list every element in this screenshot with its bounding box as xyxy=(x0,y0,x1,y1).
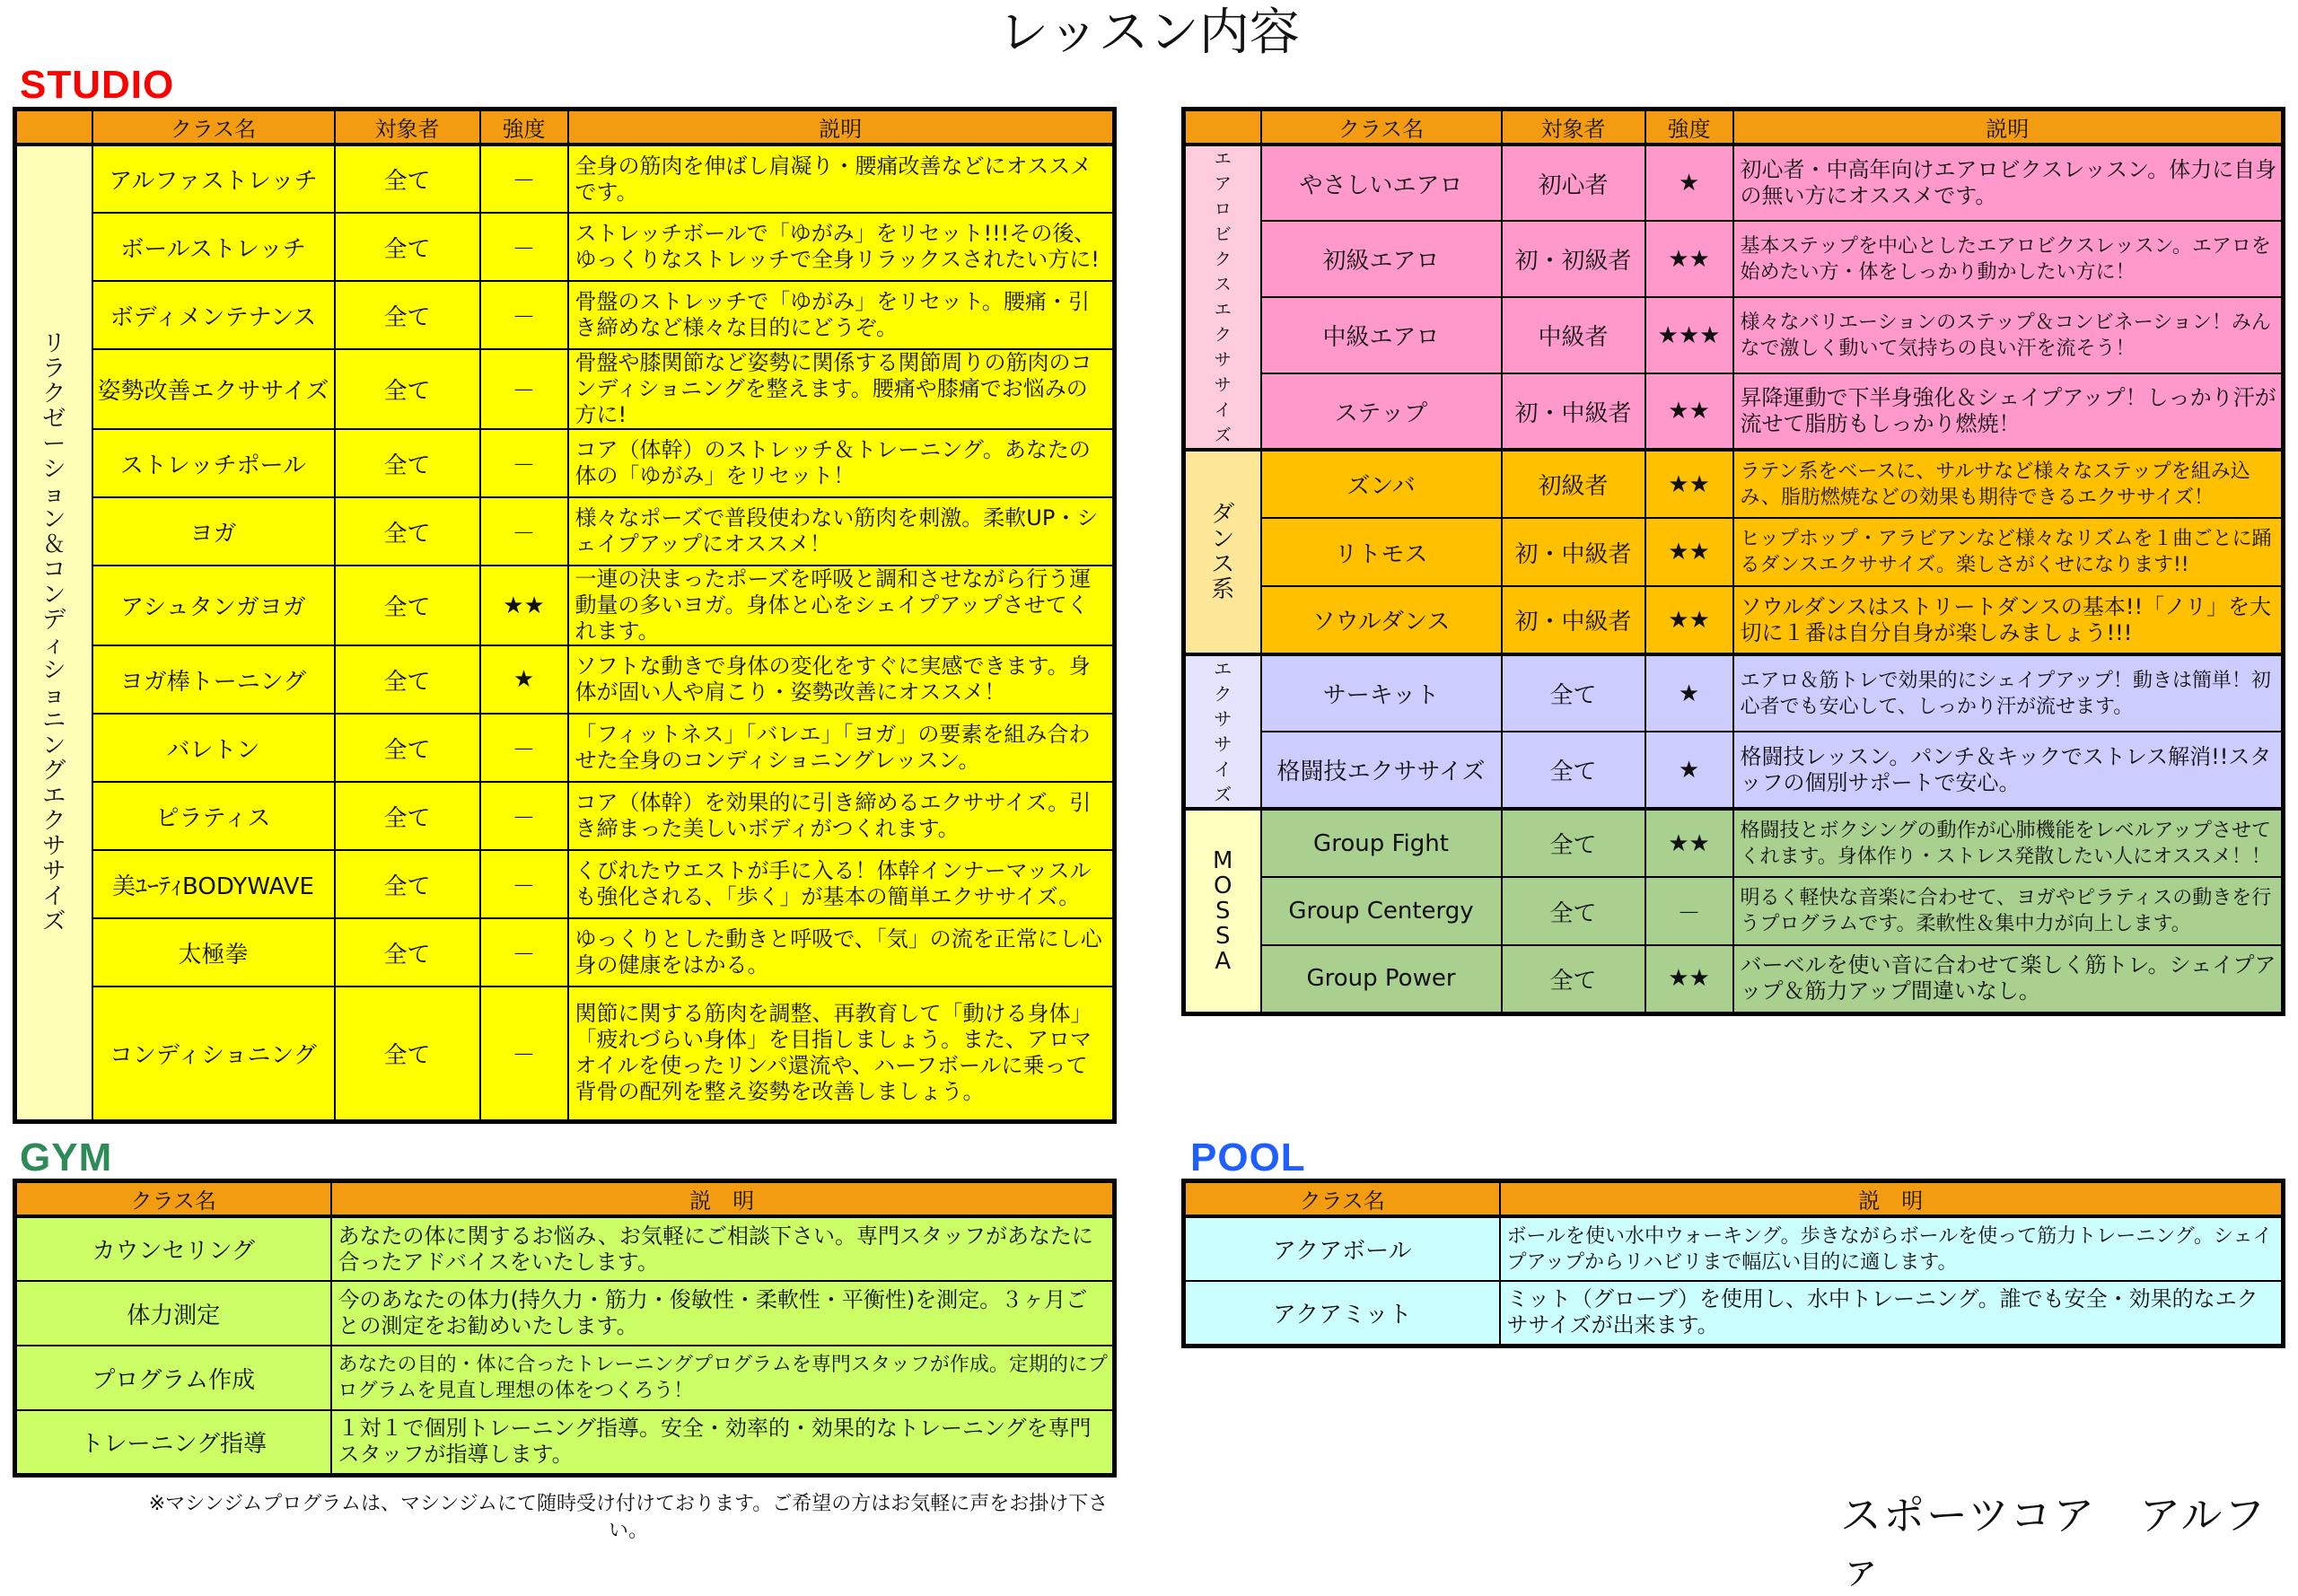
target: 全て xyxy=(335,782,480,850)
description: 様々なポーズで普段使わない筋肉を刺激。柔軟UP・シェイプアップにオススメ！ xyxy=(568,497,1115,566)
level: － xyxy=(480,145,568,213)
description: くびれたウエストが手に入る！体幹インナーマッスルも強化される、「歩く」が基本の簡単エクササイズ。 xyxy=(568,850,1115,918)
level: － xyxy=(480,987,568,1121)
target: 初・中級者 xyxy=(1502,518,1645,586)
table-row xyxy=(1184,945,2284,1013)
class-name: ヨガ棒トーニング xyxy=(92,645,335,714)
class-name: カウンセリング xyxy=(15,1216,331,1281)
class-name: トレーニング指導 xyxy=(15,1410,331,1475)
class-name: 美ﾕｰﾃｨBODYWAVE xyxy=(92,850,335,918)
target: 全て xyxy=(1502,945,1645,1013)
description: 骨盤や膝関節など姿勢に関係する関節周りの筋肉のコンディショニングを整えます。腰痛や膝痛でお悩みの方に! xyxy=(568,349,1115,429)
table-row xyxy=(15,918,1115,987)
description: バーベルを使い音に合わせて楽しく筋トレ。シェイプアップ＆筋力アップ間違いなし。 xyxy=(1733,945,2284,1013)
level: ★★ xyxy=(1645,518,1733,586)
level: － xyxy=(480,349,568,429)
table-row xyxy=(1184,1281,2284,1346)
header-target: 対象者 xyxy=(1502,110,1645,145)
class-name: 格闘技エクササイズ xyxy=(1261,732,1502,809)
class-name: やさしいエアロ xyxy=(1261,145,1502,221)
group-label-text: エアロビクスエクササイズ xyxy=(1214,149,1232,445)
target: 全て xyxy=(335,429,480,497)
target: 初・中級者 xyxy=(1502,586,1645,654)
description: 一連の決まったポーズを呼吸と調和させながら行う運動量の多いヨガ。身体と心をシェイプアップさせてくれます。 xyxy=(568,566,1115,645)
target: 全て xyxy=(335,645,480,714)
class-name: サーキット xyxy=(1261,654,1502,732)
level: ★★ xyxy=(1645,450,1733,518)
description: コア（体幹）のストレッチ＆トレーニング。あなたの体の「ゆがみ」をリセット！ xyxy=(568,429,1115,497)
level: ★★ xyxy=(480,566,568,645)
level: － xyxy=(480,714,568,782)
description: 昇降運動で下半身強化＆シェイプアップ！しっかり汗が流せて脂肪もしっかり燃焼！ xyxy=(1733,373,2284,450)
group-label-text: MOSSA xyxy=(1213,846,1233,975)
level: － xyxy=(480,850,568,918)
group-label-text: リラクゼーション＆コンディショニング エクササイズ xyxy=(42,329,90,935)
target: 全て xyxy=(1502,877,1645,945)
header-blank xyxy=(1184,110,1261,145)
target: 全て xyxy=(335,213,480,281)
class-name: リトモス xyxy=(1261,518,1502,586)
description: 様々なバリエーションのステップ＆コンビネーション！みんなで激しく動いて気持ちの良い汗を流そう！ xyxy=(1733,297,2284,373)
table-row xyxy=(15,281,1115,349)
table-row xyxy=(15,1281,1115,1346)
table-row xyxy=(15,566,1115,645)
level: － xyxy=(480,782,568,850)
studio-body xyxy=(15,145,1115,1121)
level: ★★ xyxy=(1645,945,1733,1013)
table-row xyxy=(15,1216,1115,1281)
table-row xyxy=(15,987,1115,1121)
target: 全て xyxy=(335,145,480,213)
class-name: 体力測定 xyxy=(15,1281,331,1346)
table-row xyxy=(15,714,1115,782)
class-name: アクアミット xyxy=(1184,1281,1500,1346)
header-desc: 説 明 xyxy=(1500,1181,2284,1217)
target: 初心者 xyxy=(1502,145,1645,221)
class-name: アクアボール xyxy=(1184,1216,1500,1281)
table-row xyxy=(1184,732,2284,809)
class-name: ピラティス xyxy=(92,782,335,850)
header-class: クラス名 xyxy=(1184,1181,1500,1217)
table-row xyxy=(15,850,1115,918)
class-name: ステップ xyxy=(1261,373,1502,450)
gym-note: ※マシンジムプログラムは、マシンジムにて随時受け付けております。ご希望の方はお気軽に声をお掛け下さい。 xyxy=(148,1493,1109,1542)
level: ★★★ xyxy=(1645,297,1733,373)
group-label-text: エクササイズ xyxy=(1214,658,1232,805)
class-name: アルファストレッチ xyxy=(92,145,335,213)
pool-label: POOL xyxy=(1190,1136,1306,1179)
target: 全て xyxy=(335,987,480,1121)
class-name: バレトン xyxy=(92,714,335,782)
target: 初・中級者 xyxy=(1502,373,1645,450)
table-row xyxy=(15,497,1115,566)
description: 格闘技とボクシングの動作が心肺機能をレベルアップさせてくれます。身体作り・ストレス発散したい人にオススメ！！ xyxy=(1733,809,2284,877)
level: － xyxy=(480,497,568,566)
class-name: Group Centergy xyxy=(1261,877,1502,945)
header-desc: 説明 xyxy=(1733,110,2284,145)
table-row xyxy=(1184,373,2284,450)
level: － xyxy=(480,918,568,987)
description: ミット（グローブ）を使用し、水中トレーニング。誰でも安全・効果的なエクササイズが出来ます。 xyxy=(1500,1281,2284,1346)
class-name: 初級エアロ xyxy=(1261,221,1502,297)
studio-right-table xyxy=(1181,107,2285,1016)
target: 初・初級者 xyxy=(1502,221,1645,297)
target: 全て xyxy=(1502,809,1645,877)
table-row xyxy=(1184,221,2284,297)
studio-table xyxy=(13,107,1117,1124)
description: ボールを使い水中ウォーキング。歩きながらボールを使って筋力トレーニング。シェイプアップからリハビリまで幅広い目的に適します。 xyxy=(1500,1216,2284,1281)
table-row xyxy=(15,145,1115,213)
class-name: ボールストレッチ xyxy=(92,213,335,281)
description: 骨盤のストレッチで「ゆがみ」をリセット。腰痛・引き締めなど様々な目的にどうぞ。 xyxy=(568,281,1115,349)
class-name: 太極拳 xyxy=(92,918,335,987)
header-level: 強度 xyxy=(480,110,568,145)
description: 「フィットネス」「バレエ」「ヨガ」の要素を組み合わせた全身のコンディショニングレッスン。 xyxy=(568,714,1115,782)
target: 全て xyxy=(335,497,480,566)
target: 全て xyxy=(1502,654,1645,732)
level: － xyxy=(480,213,568,281)
gym-header-row xyxy=(15,1181,1115,1217)
table-row xyxy=(15,349,1115,429)
gym-table xyxy=(13,1179,1117,1478)
level: － xyxy=(1645,877,1733,945)
table-row xyxy=(1184,654,2284,732)
class-name: 中級エアロ xyxy=(1261,297,1502,373)
header-target: 対象者 xyxy=(335,110,480,145)
class-name: ソウルダンス xyxy=(1261,586,1502,654)
table-row xyxy=(1184,145,2284,221)
table-row xyxy=(1184,297,2284,373)
class-name: ボディメンテナンス xyxy=(92,281,335,349)
gym-body xyxy=(15,1216,1115,1475)
description: 今のあなたの体力(持久力・筋力・俊敏性・柔軟性・平衡性)を測定。３ヶ月ごとの測定をお勧めいたします。 xyxy=(331,1281,1115,1346)
description: 初心者・中高年向けエアロビクスレッスン。体力に自身の無い方にオススメです。 xyxy=(1733,145,2284,221)
target: 全て xyxy=(335,566,480,645)
table-row xyxy=(15,782,1115,850)
target: 中級者 xyxy=(1502,297,1645,373)
table-row xyxy=(15,1346,1115,1410)
level: ★★ xyxy=(1645,586,1733,654)
pool-header-row xyxy=(1184,1181,2284,1217)
table-row xyxy=(1184,1216,2284,1281)
description: 格闘技レッスン。パンチ＆キックでストレス解消!!スタッフの個別サポートで安心。 xyxy=(1733,732,2284,809)
description: あなたの目的・体に合ったトレーニングプログラムを専門スタッフが作成。定期的にプログラムを見直し理想の体をつくろう！ xyxy=(331,1346,1115,1410)
level: ★ xyxy=(1645,145,1733,221)
description: １対１で個別トレーニング指導。安全・効率的・効果的なトレーニングを専門スタッフが指導します。 xyxy=(331,1410,1115,1475)
description: ヒップホップ・アラビアンなど様々なリズムを１曲ごとに踊るダンスエクササイズ。楽しさがくせになります!! xyxy=(1733,518,2284,586)
table-row xyxy=(1184,518,2284,586)
studio-right-header-row xyxy=(1184,110,2284,145)
table-row xyxy=(15,213,1115,281)
target: 全て xyxy=(335,349,480,429)
class-name: ズンバ xyxy=(1261,450,1502,518)
header-level: 強度 xyxy=(1645,110,1733,145)
description: ゆっくりとした動きと呼吸で、「気」の流を正常にし心身の健康をはかる。 xyxy=(568,918,1115,987)
group-label-mossa xyxy=(1184,809,1261,1013)
header-class: クラス名 xyxy=(15,1181,331,1217)
pool-body xyxy=(1184,1216,2284,1346)
level: ★★ xyxy=(1645,221,1733,297)
class-name: ストレッチポール xyxy=(92,429,335,497)
table-row xyxy=(1184,450,2284,518)
description: 関節に関する筋肉を調整、再教育して「動ける身体」「疲れづらい身体」を目指しましょう。また、アロマオイルを使ったリンパ還流や、ハーフボールに乗って背骨の配列を整え姿勢を改善しましょう。 xyxy=(568,987,1115,1121)
table-row xyxy=(1184,809,2284,877)
target: 全て xyxy=(335,714,480,782)
level: ★ xyxy=(1645,732,1733,809)
group-label-dance xyxy=(1184,450,1261,654)
header-desc: 説明 xyxy=(568,110,1115,145)
studio-right-body xyxy=(1184,145,2284,1013)
target: 全て xyxy=(335,918,480,987)
pool-table xyxy=(1181,1179,2285,1348)
table-row xyxy=(1184,586,2284,654)
group-label-relaxation xyxy=(15,145,92,1121)
level: － xyxy=(480,281,568,349)
page-title: レッスン内容 xyxy=(998,4,1300,62)
group-label-exercise xyxy=(1184,654,1261,809)
table-row xyxy=(15,645,1115,714)
header-desc: 説 明 xyxy=(331,1181,1115,1217)
table-row xyxy=(15,429,1115,497)
class-name: 姿勢改善エクササイズ xyxy=(92,349,335,429)
description: 基本ステップを中心としたエアロビクスレッスン。エアロを始めたい方・体をしっかり動かしたい方に！ xyxy=(1733,221,2284,297)
target: 初級者 xyxy=(1502,450,1645,518)
class-name: ヨガ xyxy=(92,497,335,566)
description: エアロ＆筋トレで効果的にシェイプアップ！動きは簡単！初心者でも安心して、しっかり汗が流せます。 xyxy=(1733,654,2284,732)
table-row xyxy=(1184,877,2284,945)
class-name: コンディショニング xyxy=(92,987,335,1121)
class-name: Group Fight xyxy=(1261,809,1502,877)
class-name: Group Power xyxy=(1261,945,1502,1013)
description: 全身の筋肉を伸ばし肩凝り・腰痛改善などにオススメです。 xyxy=(568,145,1115,213)
description: 明るく軽快な音楽に合わせて、ヨガやピラティスの動きを行うプログラムです。柔軟性＆集中力が向上します。 xyxy=(1733,877,2284,945)
level: ★★ xyxy=(1645,809,1733,877)
level: ★ xyxy=(480,645,568,714)
description: ソフトな動きで身体の変化をすぐに実感できます。身体が固い人や肩こり・姿勢改善にオススメ！ xyxy=(568,645,1115,714)
target: 全て xyxy=(335,281,480,349)
header-class: クラス名 xyxy=(1261,110,1502,145)
description: ストレッチボールで「ゆがみ」をリセット!!!その後、ゆっくりなストレッチで全身リラックスされたい方に! xyxy=(568,213,1115,281)
group-label-aerobics xyxy=(1184,145,1261,450)
header-blank xyxy=(15,110,92,145)
studio-header-row xyxy=(15,110,1115,145)
description: コア（体幹）を効果的に引き締めるエクササイズ。引き締まった美しいボディがつくれます。 xyxy=(568,782,1115,850)
level: － xyxy=(480,429,568,497)
class-name: アシュタンガヨガ xyxy=(92,566,335,645)
table-row xyxy=(15,1410,1115,1475)
footer-brand: スポーツコア アルファ xyxy=(1840,1491,2267,1593)
description: ソウルダンスはストリートダンスの基本!!「ノリ」を大切に１番は自分自身が楽しみましょう!!! xyxy=(1733,586,2284,654)
description: ラテン系をベースに、サルサなど様々なステップを組み込み、脂肪燃焼などの効果も期待できるエクササイズ！ xyxy=(1733,450,2284,518)
studio-label: STUDIO xyxy=(20,63,175,107)
group-label-text: ダンス系 xyxy=(1211,501,1235,603)
target: 全て xyxy=(1502,732,1645,809)
level: ★ xyxy=(1645,654,1733,732)
description: あなたの体に関するお悩み、お気軽にご相談下さい。専門スタッフがあなたに合ったアドバイスをいたします。 xyxy=(331,1216,1115,1281)
level: ★★ xyxy=(1645,373,1733,450)
gym-label: GYM xyxy=(20,1136,113,1179)
target: 全て xyxy=(335,850,480,918)
header-class: クラス名 xyxy=(92,110,335,145)
class-name: プログラム作成 xyxy=(15,1346,331,1410)
